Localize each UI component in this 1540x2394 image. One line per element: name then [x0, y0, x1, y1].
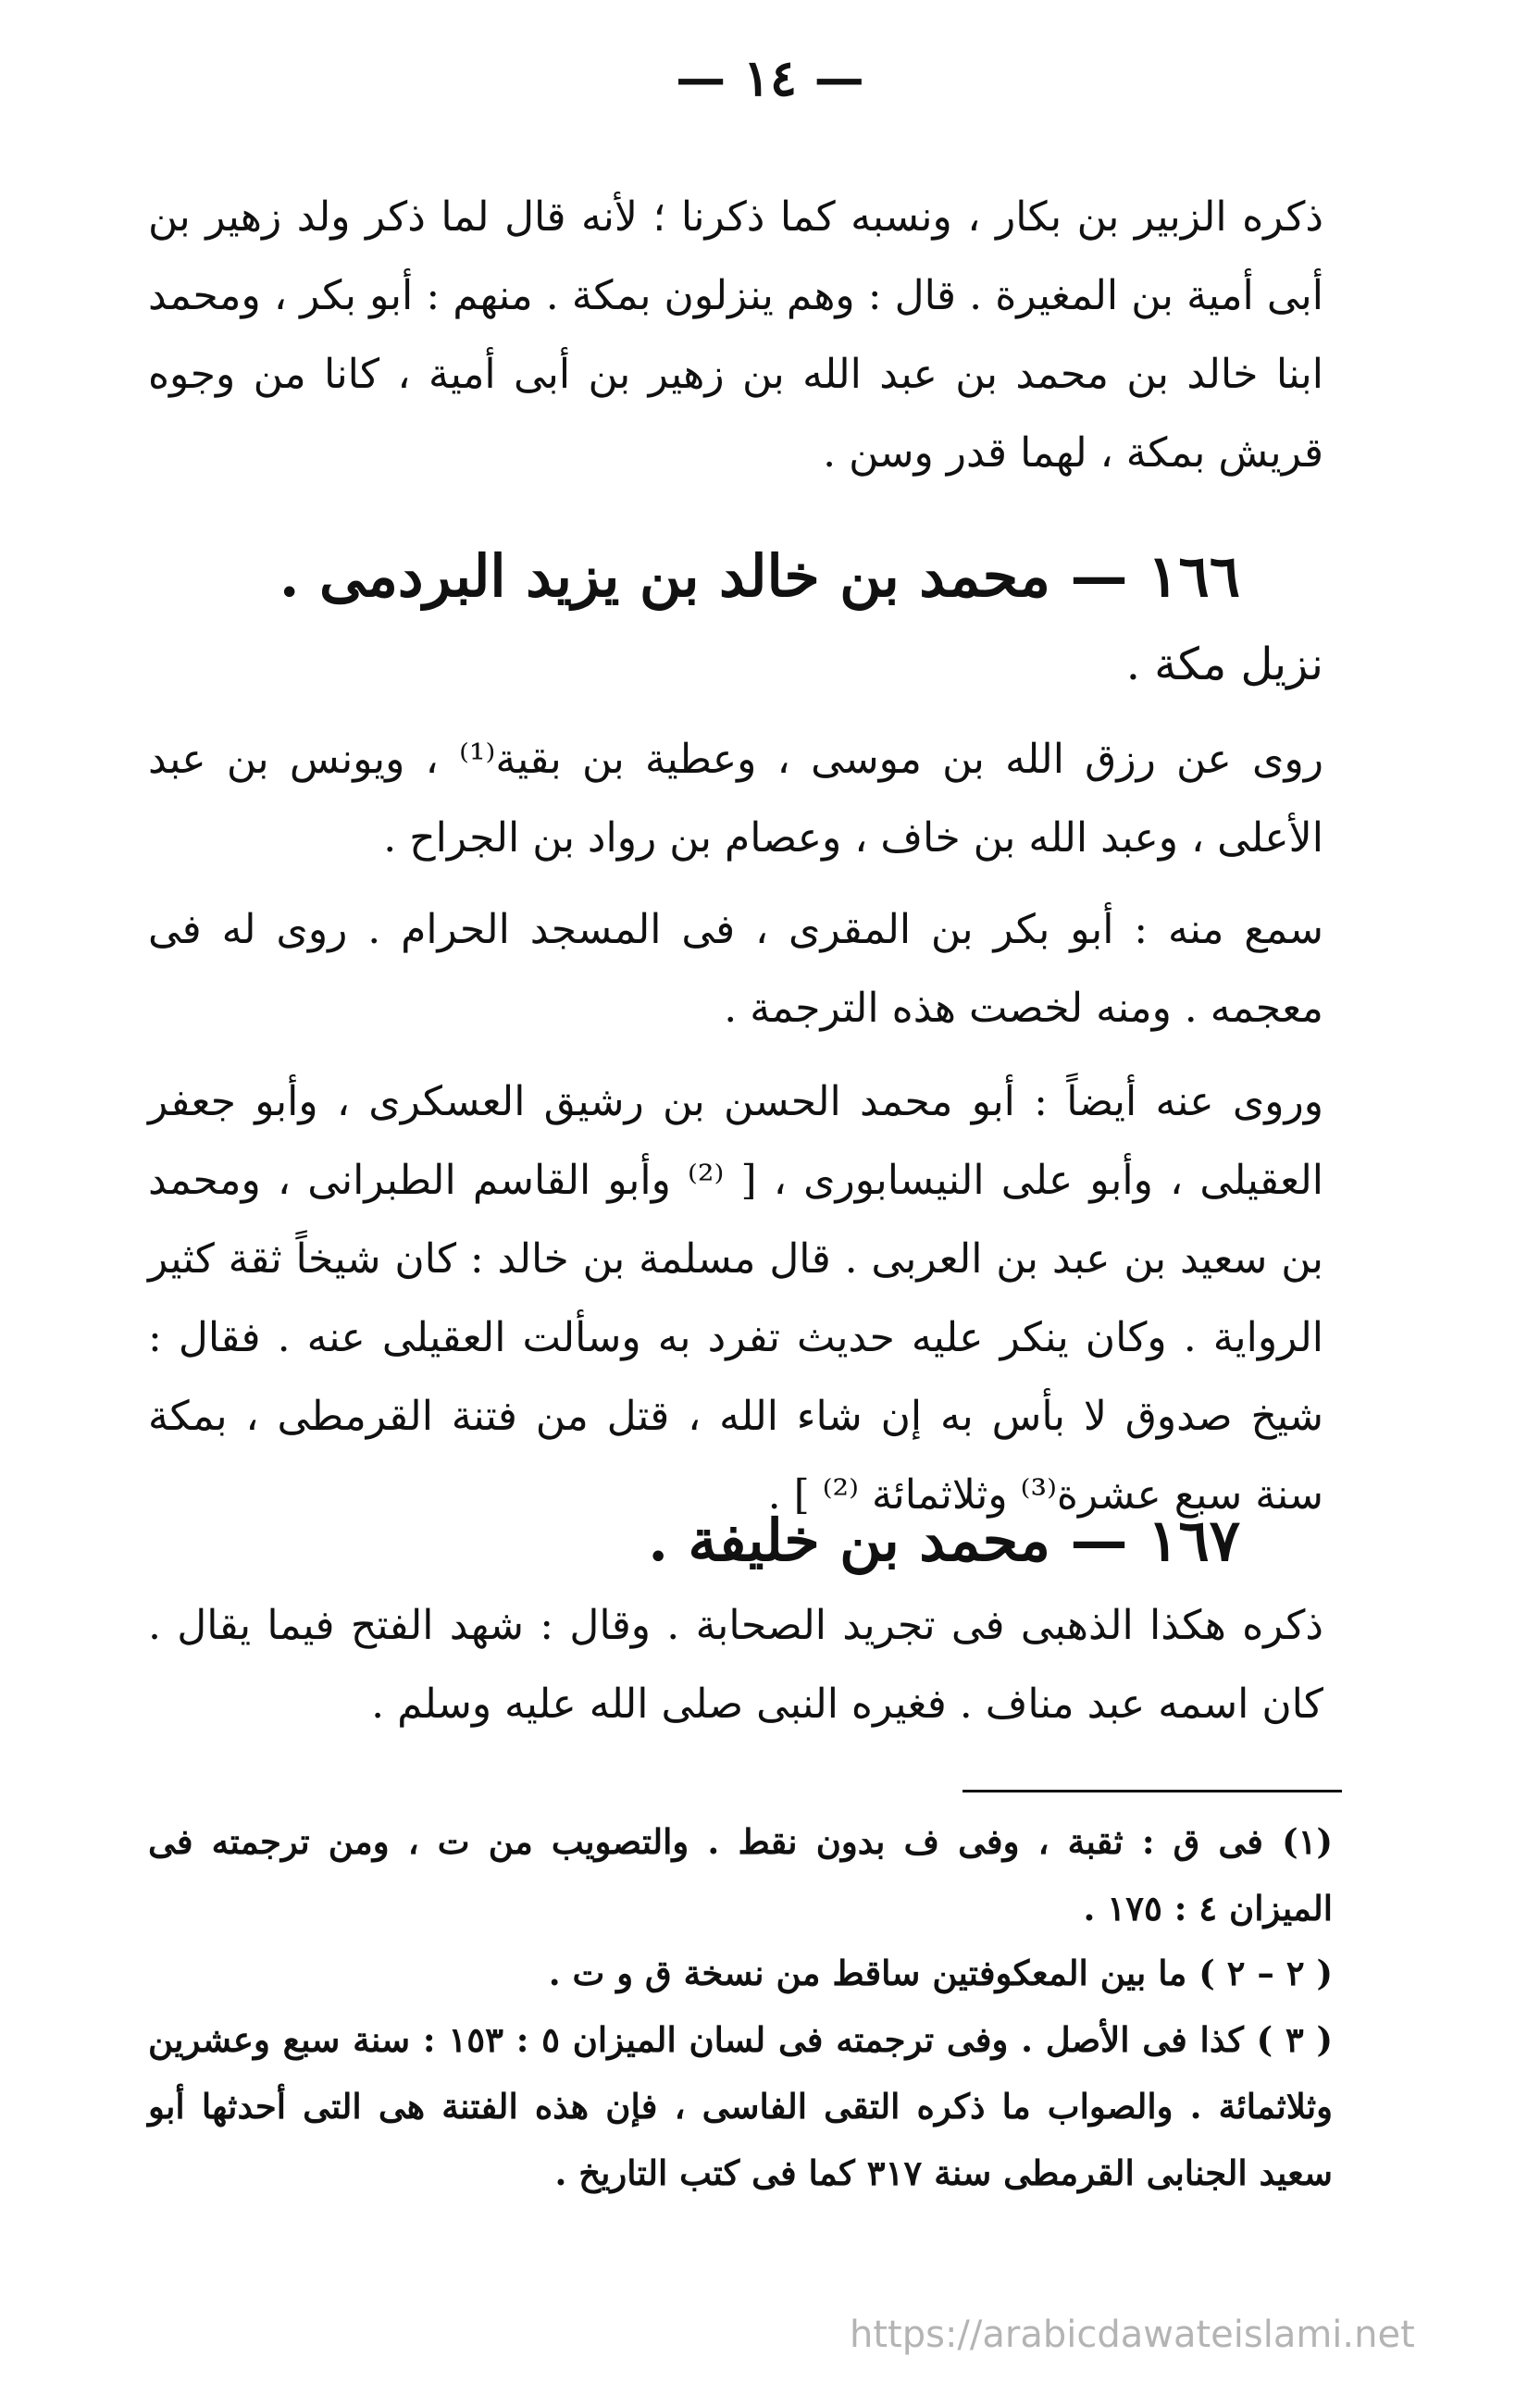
entry-167-paragraph-1: ذكره هكذا الذهبى فى تجريد الصحابة . وقال : شهد الفتح فيما يقال . كان اسمه عبد مناف . فغيره النبى صلى الله عليه وسلم . [148, 1602, 1323, 1728]
entry-166-subtitle: نزيل مكة . [1125, 639, 1323, 690]
footnote-separator [962, 1790, 1342, 1792]
entry-167-heading: ١٦٧ — محمد بن خليفة . [648, 1507, 1240, 1574]
entry-166-paragraph-1: روى عن رزق الله بن موسى ، وعطية بن بقية⁽¹⁾ ، ويونس بن عبد الأعلى ، وعبد الله بن خاف ، وعصام بن رواد بن الجراح . [148, 736, 1323, 862]
page-number: — ١٤ — [676, 48, 864, 107]
footnote-2: ( ٢ – ٢ ) ما بين المعكوفتين ساقط من نسخة ق و ت . [548, 1953, 1333, 1993]
continuation-paragraph: ذكره الزبير بن بكار ، ونسبه كما ذكرنا ؛ لأنه قال لما ذكر ولد زهير بن أبى أمية بن المغيرة . قال : وهم ينزلون بمكة . منهم : أبو بكر ، ومحمد ابنا خالد بن محمد بن عبد الله بن زهير بن أبى أمية ، كانا من وجوه قريش بمكة ، لهما قدر وسن . [148, 193, 1323, 477]
footnote-1: (١) فى ق : ثقبة ، وفى ف بدون نقط . والتصويب من ت ، ومن ترجمته فى الميزان ٤ : ١٧٥ . [148, 1821, 1333, 1929]
footnote-3: ( ٣ ) كذا فى الأصل . وفى ترجمته فى لسان الميزان ٥ : ١٥٣ : سنة سبع وعشرين وثلاثمائة . والصواب ما ذكره التقى الفاسى ، فإن هذه الفتنة هى التى أحدثها أبو سعيد الجنابى القرمطى سنة ٣١٧ كما فى كتب التاريخ . [148, 2019, 1333, 2193]
entry-166-paragraph-3: وروى عنه أيضاً : أبو محمد الحسن بن رشيق العسكرى ، وأبو جعفر العقيلى ، وأبو على النيسابورى ، [ ⁽²⁾ وأبو القاسم الطبرانى ، ومحمد بن سعيد بن عبد بن العربى . قال مسلمة بن خالد : كان شيخاً ثقة كثير الرواية . وكان ينكر عليه حديث تفرد به وسألت العقيلى عنه . فقال : شيخ صدوق لا بأس به إن شاء الله ، قتل من فتنة القرمطى ، بمكة سنة سبع عشرة⁽³⁾ وثلاثمائة ⁽²⁾ ] . [148, 1078, 1323, 1519]
entry-166-heading: ١٦٦ — محمد بن خالد بن يزيد البردمى . [279, 542, 1240, 610]
watermark-url: https://arabicdawateislami.net [850, 2313, 1415, 2356]
entry-166-paragraph-2: سمع منه : أبو بكر بن المقرى ، فى المسجد الحرام . روى له فى معجمه . ومنه لخصت هذه الترجمة . [148, 906, 1323, 1032]
